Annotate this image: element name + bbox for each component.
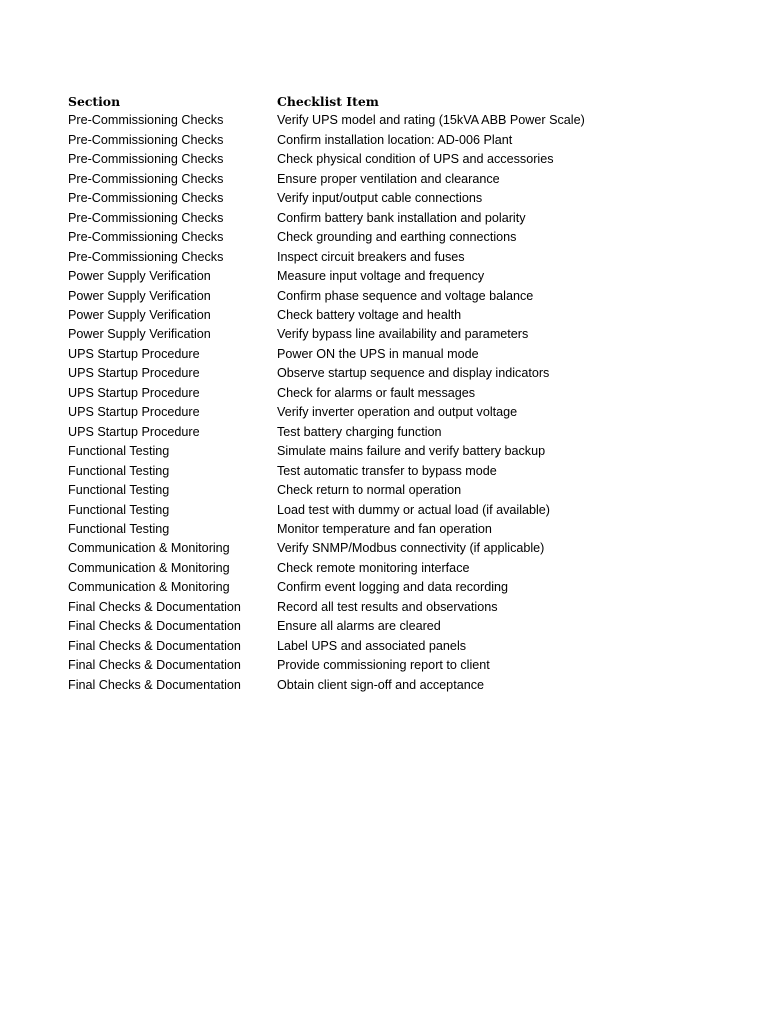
table-row — [68, 228, 668, 247]
table-row — [68, 598, 668, 617]
checklist-item-cell: Check remote monitoring interface — [277, 560, 470, 575]
checklist-item-cell: Power ON the UPS in manual mode — [277, 346, 479, 361]
checklist-item-cell: Provide commissioning report to client — [277, 658, 490, 673]
table-row — [68, 423, 668, 442]
checklist-item-cell: Confirm battery bank installation and polarity — [277, 210, 526, 225]
section-cell: Communication & Monitoring — [68, 560, 230, 575]
checklist-item-cell: Measure input voltage and frequency — [277, 269, 485, 284]
checklist-item-cell: Verify UPS model and rating (15kVA ABB Power Scale) — [277, 113, 585, 128]
table-row — [68, 656, 668, 675]
section-cell: Pre-Commissioning Checks — [68, 191, 224, 206]
section-cell: UPS Startup Procedure — [68, 366, 200, 381]
section-cell: Pre-Commissioning Checks — [68, 152, 224, 167]
section-cell: Power Supply Verification — [68, 269, 211, 284]
checklist-item-cell: Ensure proper ventilation and clearance — [277, 171, 500, 186]
checklist-item-cell: Observe startup sequence and display indicators — [277, 366, 550, 381]
table-row — [68, 209, 668, 228]
checklist-item-cell: Confirm event logging and data recording — [277, 580, 509, 595]
section-cell: Power Supply Verification — [68, 327, 211, 342]
section-cell: Final Checks & Documentation — [68, 619, 241, 634]
section-cell: Pre-Commissioning Checks — [68, 230, 224, 245]
table-row — [68, 617, 668, 636]
table-row — [68, 248, 668, 267]
table-row — [68, 287, 668, 306]
table-row — [68, 520, 668, 539]
checklist-item-cell: Ensure all alarms are cleared — [277, 619, 441, 634]
section-cell: Functional Testing — [68, 444, 170, 459]
table-row — [68, 150, 668, 169]
table-row — [68, 539, 668, 558]
checklist-item-cell: Check for alarms or fault messages — [277, 385, 476, 400]
checklist-table — [68, 92, 668, 695]
table-row — [68, 189, 668, 208]
table-row — [68, 403, 668, 422]
section-cell: Communication & Monitoring — [68, 541, 230, 556]
section-cell: Final Checks & Documentation — [68, 638, 241, 653]
section-cell: Pre-Commissioning Checks — [68, 249, 224, 264]
checklist-sheet — [68, 92, 688, 695]
section-cell: Final Checks & Documentation — [68, 677, 241, 692]
section-column-header: Section — [68, 94, 121, 109]
section-cell: Final Checks & Documentation — [68, 658, 241, 673]
table-row — [68, 559, 668, 578]
checklist-item-cell: Inspect circuit breakers and fuses — [277, 249, 465, 264]
table-row — [68, 637, 668, 656]
checklist-item-cell: Check battery voltage and health — [277, 307, 462, 322]
checklist-item-cell: Record all test results and observations — [277, 599, 498, 614]
section-cell: Pre-Commissioning Checks — [68, 132, 224, 147]
checklist-item-cell: Verify SNMP/Modbus connectivity (if applicable) — [277, 541, 545, 556]
checklist-item-cell: Test automatic transfer to bypass mode — [277, 463, 497, 478]
table-row — [68, 501, 668, 520]
header-row — [68, 92, 668, 111]
checklist-item-cell: Label UPS and associated panels — [277, 638, 467, 653]
table-row — [68, 131, 668, 150]
checklist-item-cell: Confirm installation location: AD-006 Plant — [277, 132, 513, 147]
checklist-item-cell: Monitor temperature and fan operation — [277, 521, 492, 536]
table-row — [68, 111, 668, 130]
checklist-item-cell: Check return to normal operation — [277, 483, 462, 498]
section-cell: Final Checks & Documentation — [68, 599, 241, 614]
table-row — [68, 364, 668, 383]
table-row — [68, 170, 668, 189]
checklist-item-cell: Simulate mains failure and verify battery backup — [277, 444, 546, 459]
table-row — [68, 442, 668, 461]
checklist-item-cell: Load test with dummy or actual load (if available) — [277, 502, 550, 517]
table-row — [68, 267, 668, 286]
table-row — [68, 384, 668, 403]
table-row — [68, 481, 668, 500]
checklist-item-column-header: Checklist Item — [277, 94, 379, 109]
section-cell: Power Supply Verification — [68, 307, 211, 322]
checklist-body — [68, 111, 668, 695]
checklist-item-cell: Check physical condition of UPS and accessories — [277, 152, 554, 167]
checklist-item-cell: Test battery charging function — [277, 424, 442, 439]
section-cell: Functional Testing — [68, 463, 170, 478]
checklist-item-cell: Verify input/output cable connections — [277, 191, 483, 206]
table-row — [68, 345, 668, 364]
checklist-item-cell: Obtain client sign-off and acceptance — [277, 677, 484, 692]
checklist-item-cell: Verify bypass line availability and parameters — [277, 327, 529, 342]
table-row — [68, 325, 668, 344]
section-cell: Power Supply Verification — [68, 288, 211, 303]
section-cell: Functional Testing — [68, 521, 170, 536]
checklist-item-cell: Confirm phase sequence and voltage balance — [277, 288, 534, 303]
checklist-item-cell: Check grounding and earthing connections — [277, 230, 517, 245]
section-cell: UPS Startup Procedure — [68, 346, 200, 361]
table-row — [68, 578, 668, 597]
table-row — [68, 676, 668, 695]
checklist-item-cell: Verify inverter operation and output voltage — [277, 405, 518, 420]
section-cell: Pre-Commissioning Checks — [68, 210, 224, 225]
section-cell: UPS Startup Procedure — [68, 405, 200, 420]
table-row — [68, 306, 668, 325]
table-row — [68, 462, 668, 481]
section-cell: Functional Testing — [68, 483, 170, 498]
section-cell: Communication & Monitoring — [68, 580, 230, 595]
section-cell: UPS Startup Procedure — [68, 385, 200, 400]
section-cell: Pre-Commissioning Checks — [68, 171, 224, 186]
section-cell: Pre-Commissioning Checks — [68, 113, 224, 128]
section-cell: Functional Testing — [68, 502, 170, 517]
section-cell: UPS Startup Procedure — [68, 424, 200, 439]
